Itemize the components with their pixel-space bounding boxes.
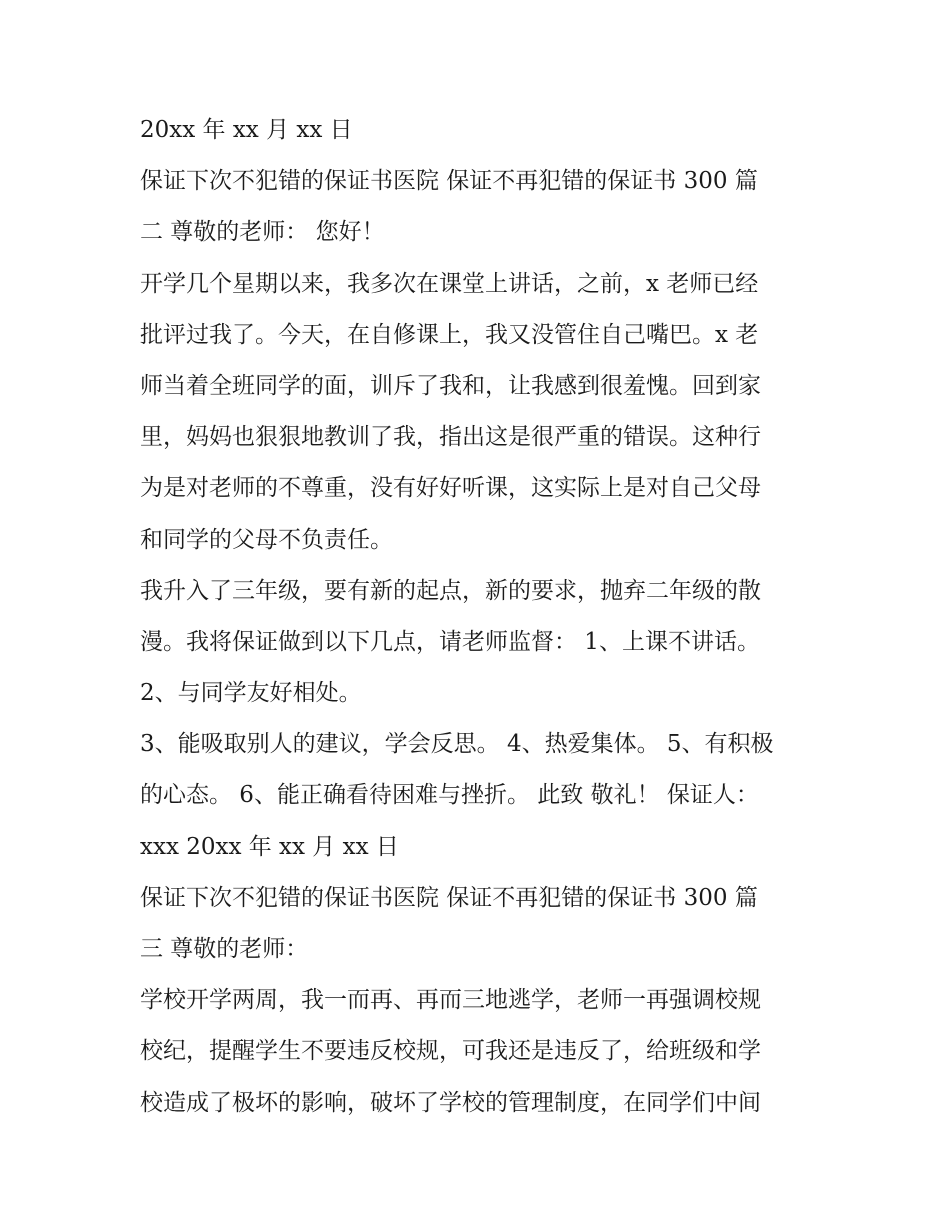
text-line: 开学几个星期以来，我多次在课堂上讲话，之前，x 老师已经 [140,270,759,297]
text-line: 和同学的父母不负责任。 [140,526,393,553]
document-body [140,112,820,1136]
text-line: 的心态。 6、能正确看待困难与挫折。 此致 敬礼！ 保证人： [140,782,759,809]
text-line: 漫。我将保证做到以下几点，请老师监督： 1、上课不讲话。 [140,628,760,655]
text-line: 三 尊敬的老师： [140,936,309,962]
text-line: 我升入了三年级，要有新的起点，新的要求，抛弃二年级的散 [140,577,761,604]
text-line: 3、能吸取别人的建议，学会反思。 4、热爱集体。 5、有积极 [140,731,774,758]
text-line: 二 尊敬的老师： 您好！ [140,219,385,246]
text-line: 师当着全班同学的面，训斥了我和，让我感到很羞愧。回到家 [140,372,761,399]
text-line: 保证下次不犯错的保证书医院 保证不再犯错的保证书 300 篇 [140,168,758,195]
text-line: 批评过我了。今天，在自修课上，我又没管住自己嘴巴。x 老 [140,321,759,348]
text-line: xxx 20xx 年 xx 月 xx 日 [140,833,399,860]
text-line: 校纪，提醒学生不要违反校规，可我还是违反了，给班级和学 [140,1038,761,1065]
text-line: 里，妈妈也狠狠地教训了我，指出这是很严重的错误。这种行 [140,424,761,451]
text-line: 保证下次不犯错的保证书医院 保证不再犯错的保证书 300 篇 [140,884,758,911]
text-line: 校造成了极坏的影响，破坏了学校的管理制度，在同学们中间 [140,1089,761,1116]
text-line: 20xx 年 xx 月 xx 日 [140,117,353,143]
text-line: 2、与同学友好相处。 [140,680,362,707]
text-line: 学校开学两周，我一而再、再而三地逃学，老师一再强调校规 [140,987,761,1014]
text-line: 为是对老师的不尊重，没有好好听课，这实际上是对自己父母 [140,475,761,502]
